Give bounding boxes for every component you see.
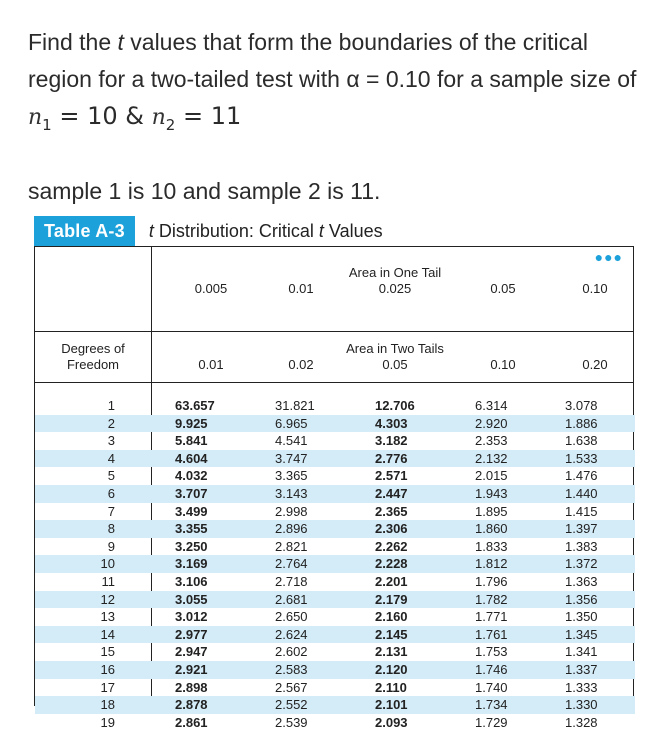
table-grid — [34, 246, 634, 730]
n2-value: = 11 — [175, 102, 242, 130]
value-cell: 1.333 — [565, 679, 598, 695]
table-row — [35, 415, 635, 433]
n1-symbol: n — [28, 105, 43, 130]
value-cell: 1.796 — [475, 573, 508, 589]
sample-size-note: sample 1 is 10 and sample 2 is 11. — [28, 178, 381, 204]
value-cell: 2.624 — [275, 626, 308, 642]
value-cell: 2.101 — [375, 697, 408, 713]
df-cell: 8 — [107, 521, 115, 537]
table-row — [35, 520, 635, 538]
df-label-line1: Degrees of — [61, 341, 125, 356]
value-cell: 1.761 — [475, 626, 508, 642]
df-cell: 3 — [107, 433, 115, 449]
value-cell: 1.363 — [565, 573, 598, 589]
two-tail-col-5: 0.20 — [582, 357, 608, 372]
value-cell: 2.776 — [375, 450, 408, 466]
table-row — [35, 608, 635, 626]
df-cell: 9 — [107, 538, 115, 554]
value-cell: 2.539 — [275, 714, 308, 730]
value-cell: 1.356 — [565, 591, 598, 607]
value-cell: 1.753 — [475, 644, 508, 660]
value-cell: 6.965 — [275, 415, 308, 431]
value-cell: 2.896 — [275, 521, 308, 537]
value-cell: 2.262 — [375, 538, 408, 554]
table-badge: Table A-3 — [34, 216, 135, 246]
table-row — [35, 591, 635, 609]
value-cell: 3.355 — [175, 521, 208, 537]
value-cell: 1.341 — [565, 644, 598, 660]
value-cell: 1.330 — [565, 697, 598, 713]
value-cell: 2.921 — [175, 661, 208, 677]
value-cell: 2.681 — [275, 591, 308, 607]
value-cell: 2.365 — [375, 503, 408, 519]
one-tail-col-4: 0.05 — [490, 281, 516, 296]
table-row — [35, 643, 635, 661]
df-cell: 12 — [100, 591, 115, 607]
value-cell: 1.729 — [475, 714, 508, 730]
value-cell: 2.447 — [375, 485, 408, 501]
value-cell: 4.303 — [375, 415, 408, 431]
table-title-end: Values — [323, 220, 383, 241]
header-divider-1 — [35, 331, 633, 332]
value-cell: 4.604 — [175, 450, 208, 466]
value-cell: 3.182 — [375, 433, 408, 449]
table-row — [35, 485, 635, 503]
value-cell: 1.833 — [475, 538, 508, 554]
value-cell: 4.541 — [275, 433, 308, 449]
df-cell: 19 — [100, 714, 115, 730]
value-cell: 1.533 — [565, 450, 598, 466]
value-cell: 2.015 — [475, 468, 508, 484]
value-cell: 1.638 — [565, 433, 598, 449]
value-cell: 31.821 — [275, 398, 315, 413]
value-cell: 2.353 — [475, 433, 508, 449]
value-cell: 3.499 — [175, 503, 208, 519]
value-cell: 2.110 — [375, 679, 407, 695]
df-cell: 7 — [107, 503, 115, 519]
df-cell: 10 — [100, 556, 115, 572]
table-row — [35, 626, 635, 644]
one-tail-col-1: 0.005 — [194, 281, 228, 296]
more-dots-icon[interactable]: ●●● — [594, 249, 623, 265]
value-cell: 12.706 — [375, 398, 415, 413]
table-row — [35, 555, 635, 573]
value-cell: 1.372 — [565, 556, 598, 572]
n2-symbol: n — [151, 105, 166, 130]
value-cell: 2.920 — [475, 415, 508, 431]
value-cell: 2.201 — [375, 573, 408, 589]
value-cell: 2.898 — [175, 679, 208, 695]
df-cell: 11 — [101, 573, 115, 589]
n1-subscript: 1 — [42, 115, 52, 134]
value-cell: 2.947 — [175, 644, 208, 660]
table-body — [35, 397, 635, 731]
t-symbol: t — [117, 29, 124, 55]
question-part1: Find the — [28, 29, 118, 55]
value-cell: 6.314 — [475, 398, 508, 413]
table-title — [149, 221, 383, 242]
value-cell: 2.583 — [275, 661, 308, 677]
value-cell: 3.106 — [175, 573, 208, 589]
two-tail-col-4: 0.10 — [490, 357, 516, 372]
value-cell: 2.764 — [275, 556, 308, 572]
table-title-t: t — [148, 220, 154, 241]
value-cell: 3.078 — [565, 398, 598, 413]
question-text — [28, 24, 648, 144]
t-distribution-table — [34, 216, 634, 730]
value-cell: 1.860 — [475, 521, 508, 537]
value-cell: 2.179 — [375, 591, 408, 607]
question-part2: values that form the boundaries of the critical region for a two-tailed test with α = 0.10 for a sample size of — [28, 29, 637, 92]
value-cell: 2.861 — [175, 714, 208, 730]
df-cell: 16 — [100, 661, 115, 677]
value-cell: 9.925 — [175, 415, 208, 431]
value-cell: 1.895 — [475, 503, 508, 519]
value-cell: 3.365 — [275, 468, 308, 484]
value-cell: 1.734 — [475, 697, 508, 713]
value-cell: 2.093 — [375, 714, 408, 730]
value-cell: 1.476 — [565, 468, 598, 484]
value-cell: 1.782 — [475, 591, 508, 607]
header-divider-2 — [35, 382, 633, 383]
one-tail-col-3: 0.025 — [378, 281, 412, 296]
two-tail-col-3: 0.05 — [382, 357, 408, 372]
value-cell: 3.250 — [175, 538, 208, 554]
value-cell: 2.160 — [375, 609, 408, 625]
table-title-t2: t — [318, 220, 324, 241]
value-cell: 1.350 — [565, 609, 598, 625]
two-tail-label: Area in Two Tails — [346, 341, 444, 356]
value-cell: 2.602 — [275, 644, 308, 660]
value-cell: 2.998 — [275, 503, 308, 519]
df-cell: 6 — [107, 485, 115, 501]
table-row — [35, 679, 635, 697]
df-label-line2: Freedom — [66, 357, 120, 372]
df-cell: 13 — [100, 609, 115, 625]
value-cell: 2.131 — [375, 644, 408, 660]
table-row — [35, 696, 635, 714]
value-cell: 1.415 — [565, 503, 598, 519]
value-cell: 1.740 — [475, 679, 508, 695]
value-cell: 1.812 — [475, 556, 508, 572]
value-cell: 2.132 — [475, 450, 508, 466]
n2-subscript: 2 — [165, 115, 176, 134]
one-tail-col-5: 0.10 — [582, 281, 608, 296]
df-cell: 2 — [107, 415, 115, 431]
value-cell: 3.012 — [175, 609, 208, 625]
one-tail-label: Area in One Tail — [348, 265, 442, 280]
value-cell: 2.650 — [275, 609, 308, 625]
value-cell: 2.821 — [275, 538, 308, 554]
value-cell: 1.746 — [475, 661, 508, 677]
df-cell: 5 — [107, 468, 115, 484]
table-row — [35, 538, 635, 556]
value-cell: 4.032 — [175, 468, 208, 484]
df-cell: 18 — [100, 697, 115, 713]
value-cell: 1.886 — [565, 415, 598, 431]
value-cell: 2.120 — [375, 661, 408, 677]
sample-size-math — [28, 102, 242, 134]
table-row — [35, 573, 635, 591]
value-cell: 1.328 — [565, 714, 598, 730]
value-cell: 2.552 — [275, 697, 308, 713]
value-cell: 1.337 — [565, 661, 598, 677]
value-cell: 1.440 — [565, 485, 598, 501]
value-cell: 3.707 — [175, 485, 208, 501]
value-cell: 1.345 — [565, 626, 598, 642]
value-cell: 2.567 — [275, 679, 308, 695]
df-cell: 1 — [107, 398, 115, 413]
value-cell: 2.145 — [375, 626, 408, 642]
value-cell: 1.383 — [565, 538, 598, 554]
table-row — [35, 714, 635, 731]
value-cell: 3.143 — [275, 485, 308, 501]
two-tail-col-1: 0.01 — [198, 357, 224, 372]
df-cell: 4 — [107, 450, 115, 466]
value-cell: 5.841 — [175, 433, 208, 449]
df-cell: 17 — [100, 679, 115, 695]
value-cell: 3.055 — [175, 591, 208, 607]
n1-value: = 10 & — [51, 102, 152, 130]
value-cell: 2.306 — [375, 521, 408, 537]
table-row — [35, 503, 635, 521]
value-cell: 2.228 — [375, 556, 408, 572]
df-cell: 15 — [100, 644, 115, 660]
table-row — [35, 661, 635, 679]
one-tail-col-2: 0.01 — [288, 281, 314, 296]
table-row — [35, 432, 635, 450]
df-cell: 14 — [100, 626, 115, 642]
table-title-rest: Distribution: Critical — [153, 220, 319, 241]
value-cell: 2.977 — [175, 626, 208, 642]
two-tail-col-2: 0.02 — [288, 357, 314, 372]
table-row — [35, 397, 635, 415]
value-cell: 3.169 — [175, 556, 208, 572]
table-row — [35, 450, 635, 468]
value-cell: 63.657 — [175, 398, 215, 413]
value-cell: 1.943 — [475, 485, 508, 501]
value-cell: 1.771 — [475, 609, 508, 625]
table-row — [35, 467, 635, 485]
value-cell: 2.878 — [175, 697, 208, 713]
value-cell: 3.747 — [275, 450, 308, 466]
value-cell: 2.718 — [275, 573, 308, 589]
table-header — [34, 216, 634, 246]
value-cell: 1.397 — [565, 521, 598, 537]
value-cell: 2.571 — [375, 468, 408, 484]
